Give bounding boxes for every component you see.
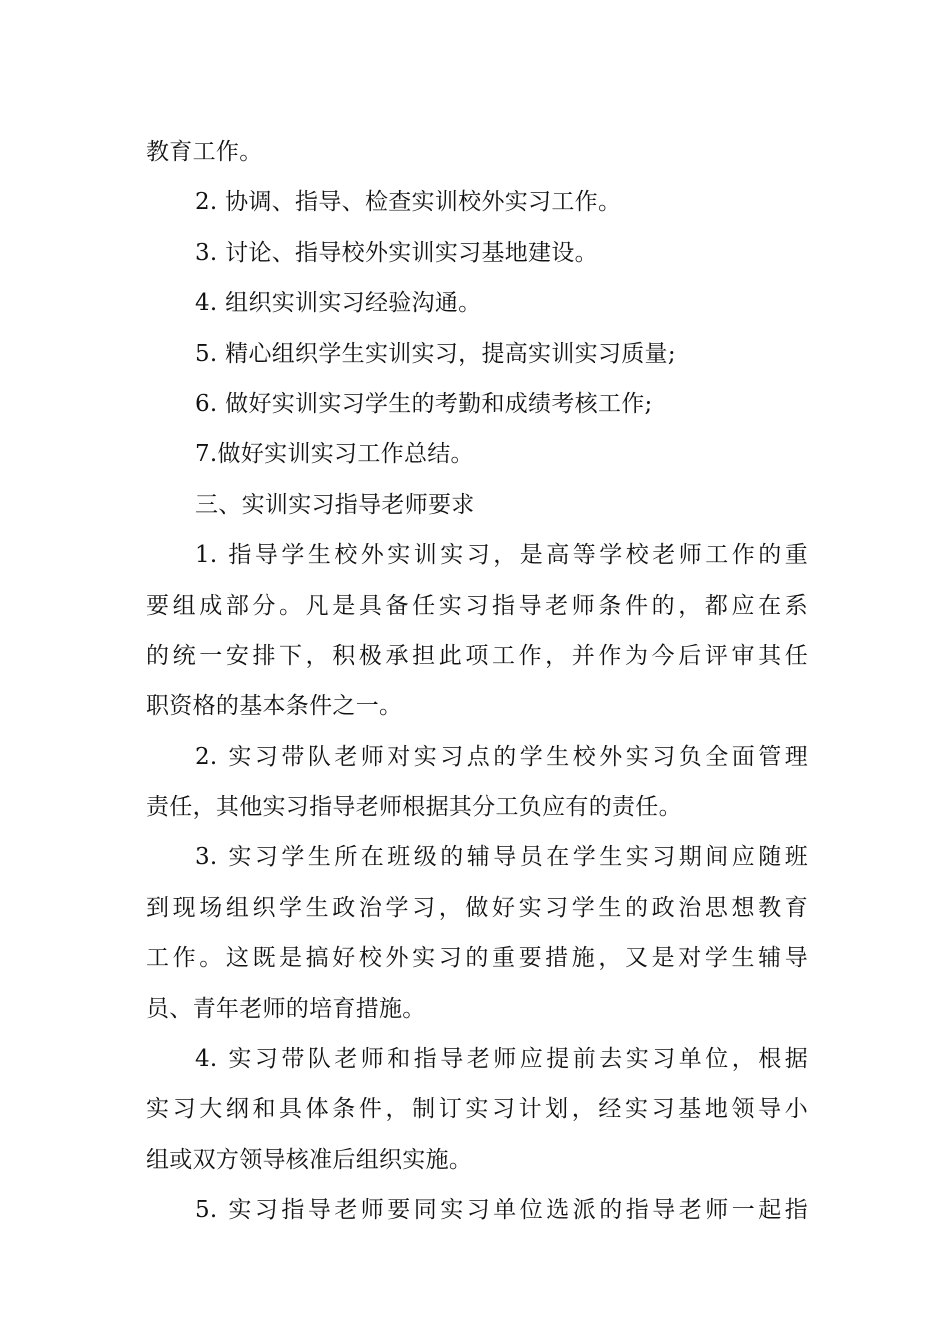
- section-heading: 三、实训实习指导老师要求: [195, 491, 475, 518]
- paragraph-4-line: 组或双方领导核准后组织实施。: [146, 1146, 473, 1173]
- paragraph-2-line: 2. 实习带队老师对实习点的学生校外实习负全面管理: [195, 743, 808, 770]
- paragraph-1-line: 职资格的基本条件之一。: [146, 693, 403, 720]
- paragraph-3-line: 3. 实习学生所在班级的辅导员在学生实习期间应随班: [195, 844, 808, 871]
- paragraph-4-line: 实习大纲和具体条件，制订实习计划，经实习基地领导小: [146, 1096, 808, 1123]
- paragraph-5-line: 5. 实习指导老师要同实习单位选派的指导老师一起指: [195, 1197, 808, 1224]
- paragraph-1-line: 的统一安排下，积极承担此项工作，并作为今后评审其任: [146, 642, 808, 669]
- list-item-6: 6. 做好实训实习学生的考勤和成绩考核工作;: [195, 390, 653, 417]
- list-item-5: 5. 精心组织学生实训实习，提高实训实习质量;: [195, 340, 676, 367]
- paragraph-1-line: 要组成部分。凡是具备任实习指导老师条件的，都应在系: [146, 592, 808, 619]
- document-body: [146, 127, 808, 1236]
- paragraph-3-line: 到现场组织学生政治学习，做好实习学生的政治思想教育: [146, 894, 808, 921]
- paragraph-2-line: 责任，其他实习指导老师根据其分工负应有的责任。: [146, 794, 682, 821]
- text-line: 教育工作。: [146, 139, 263, 165]
- paragraph-4-line: 4. 实习带队老师和指导老师应提前去实习单位，根据: [195, 1046, 808, 1073]
- list-item-2: 2. 协调、指导、检查实训校外实习工作。: [195, 189, 622, 216]
- list-item-7: 7.做好实训实习工作总结。: [195, 441, 474, 468]
- paragraph-1-line: 1. 指导学生校外实训实习，是高等学校老师工作的重: [195, 542, 808, 569]
- paragraph-3-line: 工作。这既是搞好校外实习的重要措施，又是对学生辅导: [146, 945, 808, 972]
- paragraph-3-line: 员、青年老师的培育措施。: [146, 995, 426, 1022]
- list-item-4: 4. 组织实训实习经验沟通。: [195, 290, 482, 317]
- list-item-3: 3. 讨论、指导校外实训实习基地建设。: [195, 239, 598, 266]
